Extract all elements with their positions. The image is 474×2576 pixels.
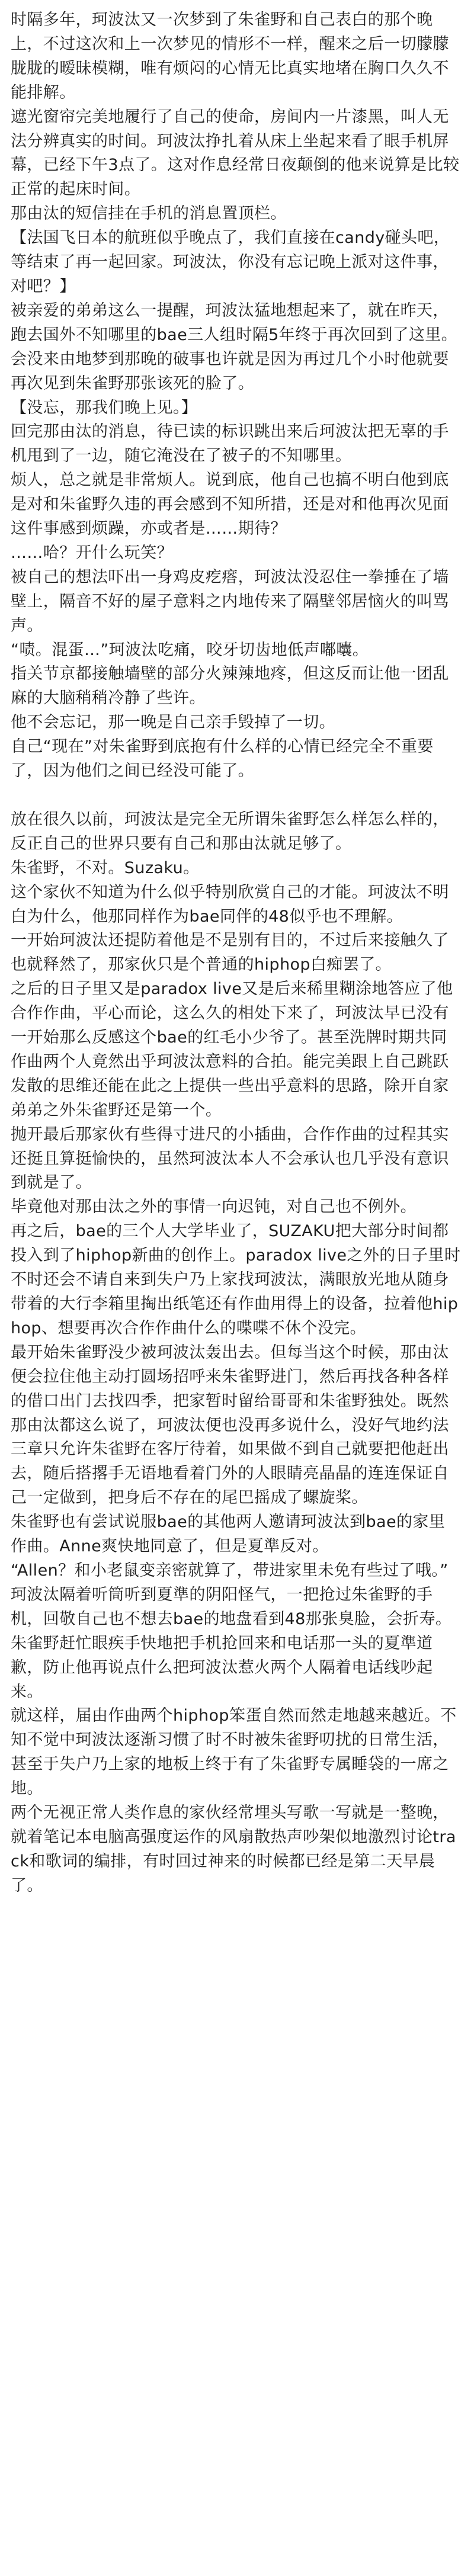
paragraph: 被自己的想法吓出一身鸡皮疙瘩，珂波汰没忍住一拳捶在了墙壁上，隔音不好的屋子意料之内地传来了隔壁邻居恼火的叫骂声。	[11, 567, 449, 635]
paragraph: 时隔多年，珂波汰又一次梦到了朱雀野和自己表白的那个晚上，不过这次和上一次梦见的情形不一样，醒来之后一切朦朦胧胧的暧昧模糊，唯有烦闷的心情无比真实地堵在胸口久久不能排解。	[11, 11, 449, 102]
paragraph: 放在很久以前，珂波汰是完全无所谓朱雀野怎么样怎么样的，反正自己的世界只要有自己和那由汰就足够了。	[11, 810, 449, 853]
paragraph: 就这样，届由作曲两个hiphop笨蛋自然而然走地越来越近。不知不觉中珂波汰逐渐习惯了时不时被朱雀野叨扰的日常生活，甚至于失户乃上家的地板上终于有了朱雀野专属睡袋的一席之地。	[11, 1706, 457, 1798]
dialogue-line: “啧。混蛋…”珂波汰吃痛，咬牙切齿地低声嘟囔。	[11, 640, 369, 659]
paragraph: 之后的日子里又是paradox live又是后来稀里糊涂地答应了他合作作曲，平心而论，这么久的相处下来了，珂波汰早已没有一开始那么反感这个bae的红毛小少爷了。甚至洗牌时期共同作曲两个人竟然出乎珂波汰意料的合拍。能完美跟上自己跳跃发散的思维还能在此之上提供一些出乎意料的思路，除开自家弟弟之外朱雀野还是第一个。	[11, 980, 453, 1119]
article-section-1	[11, 8, 461, 784]
dialogue-line: “Allen？和小老鼠变亲密就算了，带进家里未免有些过了哦。”	[11, 1561, 449, 1580]
section-break	[11, 784, 461, 808]
article-section-2	[11, 808, 461, 1898]
paragraph: 烦人，总之就是非常烦人。说到底，他自己也搞不明白他到底是对和朱雀野久违的再会感到不知所措，还是对和他再次见面这件事感到烦躁，亦或者是……期待？	[11, 471, 449, 538]
message-quote: 【法国飞日本的航班似乎晚点了，我们直接在candy碰头吧，等结束了再一起回家。珂波汰，你没有忘记晚上派对这件事，对吧？】	[11, 229, 450, 296]
paragraph: 毕竟他对那由汰之外的事情一向迟钝，对自己也不例外。	[11, 1198, 417, 1217]
paragraph: 两个无视正常人类作息的家伙经常埋头写歌一写就是一整晚，就着笔记本电脑高强度运作的风扇散热声吵架似地激烈讨论track和歌词的编排，有时回过神来的时候都已经是第二天早晨了。	[11, 1804, 456, 1895]
paragraph: 自己“现在”对朱雀野到底抱有什么样的心情已经完全不重要了，因为他们之间已经没可能了。	[11, 737, 434, 781]
paragraph: 那由汰的短信挂在手机的消息置顶栏。	[11, 204, 287, 223]
paragraph: 他不会忘记，那一晚是自己亲手毁掉了一切。	[11, 713, 335, 732]
paragraph: 遮光窗帘完美地履行了自己的使命，房间内一片漆黑，叫人无法分辨真实的时间。珂波汰挣扎着从床上坐起来看了眼手机屏幕，已经下午3点了。这对作息经常日夜颠倒的他来说算是比较正常的起床时间。	[11, 107, 460, 199]
paragraph: 朱雀野也有尝试说服bae的其他两人邀请珂波汰到bae的家里作曲。Anne爽快地同意了，但是夏準反对。	[11, 1513, 446, 1556]
paragraph: 这个家伙不知道为什么似乎特别欣赏自己的才能。珂波汰不明白为什么，他那同样作为bae同伴的48似乎也不理解。	[11, 883, 449, 926]
paragraph: 再之后，bae的三个人大学毕业了，SUZAKU把大部分时间都投入到了hiphop新曲的创作上。paradox live之外的日子里时不时还会不请自来到失户乃上家找珂波汰，满眼放光地从随身带着的大行李箱里掏出纸笔还有作曲用得上的设备，拉着他hiphop、想要再次合作作曲什么的喋喋不休个没完。	[11, 1222, 461, 1337]
paragraph: 指关节京都接触墙壁的部分火辣辣地疼，但这反而让他一团乱麻的大脑稍稍冷静了些许。	[11, 665, 449, 708]
paragraph: 回完那由汰的消息，待已读的标识跳出来后珂波汰把无辜的手机甩到了一边，随它淹没在了被子的不知哪里。	[11, 422, 449, 466]
paragraph: 抛开最后那家伙有些得寸进尺的小插曲，合作作曲的过程其实还挺且算挺愉快的，虽然珂波汰本人不会承认也几乎没有意识到就是了。	[11, 1125, 449, 1192]
message-quote: 【没忘，那我们晚上见。】	[11, 398, 198, 417]
paragraph: 珂波汰隔着听筒听到夏準的阴阳怪气，一把抢过朱雀野的手机，回敬自己也不想去bae的地盘看到48那张臭脸，会折寿。朱雀野赶忙眼疾手快地把手机抢回来和电话那一头的夏準道歉，防止他再说点什么把珂波汰惹火两个人隔着电话线吵起来。	[11, 1585, 452, 1701]
paragraph: 一开始珂波汰还提防着他是不是别有目的，不过后来接触久了也就释然了，那家伙只是个普通的hiphop白痴罢了。	[11, 931, 449, 974]
paragraph: 朱雀野，不对。Suzaku。	[11, 858, 200, 877]
paragraph: ……哈？开什么玩笑？	[11, 543, 173, 562]
paragraph: 被亲爱的弟弟这么一提醒，珂波汰猛地想起来了，就在昨天，跑去国外不知哪里的bae三人组时隔5年终于再次回到了这里。会没来由地梦到那晚的破事也许就是因为再过几个小时他就要再次见到朱雀野那张该死的脸了。	[11, 301, 458, 393]
paragraph: 最开始朱雀野没少被珂波汰轰出去。但每当这个时候，那由汰便会拉住他主动打圆场招呼来朱雀野进门，然后再找各种各样的借口出门去找四季，把家暂时留给哥哥和朱雀野独处。既然那由汰都这么说了，珂波汰便也没再多说什么，没好气地约法三章只允许朱雀野在客厅待着，如果做不到自己就要把他赶出去，随后搭撂手无语地看着门外的人眼睛亮晶晶的连连保证自己一定做到，把身后不存在的尾巴摇成了螺旋桨。	[11, 1343, 449, 1507]
